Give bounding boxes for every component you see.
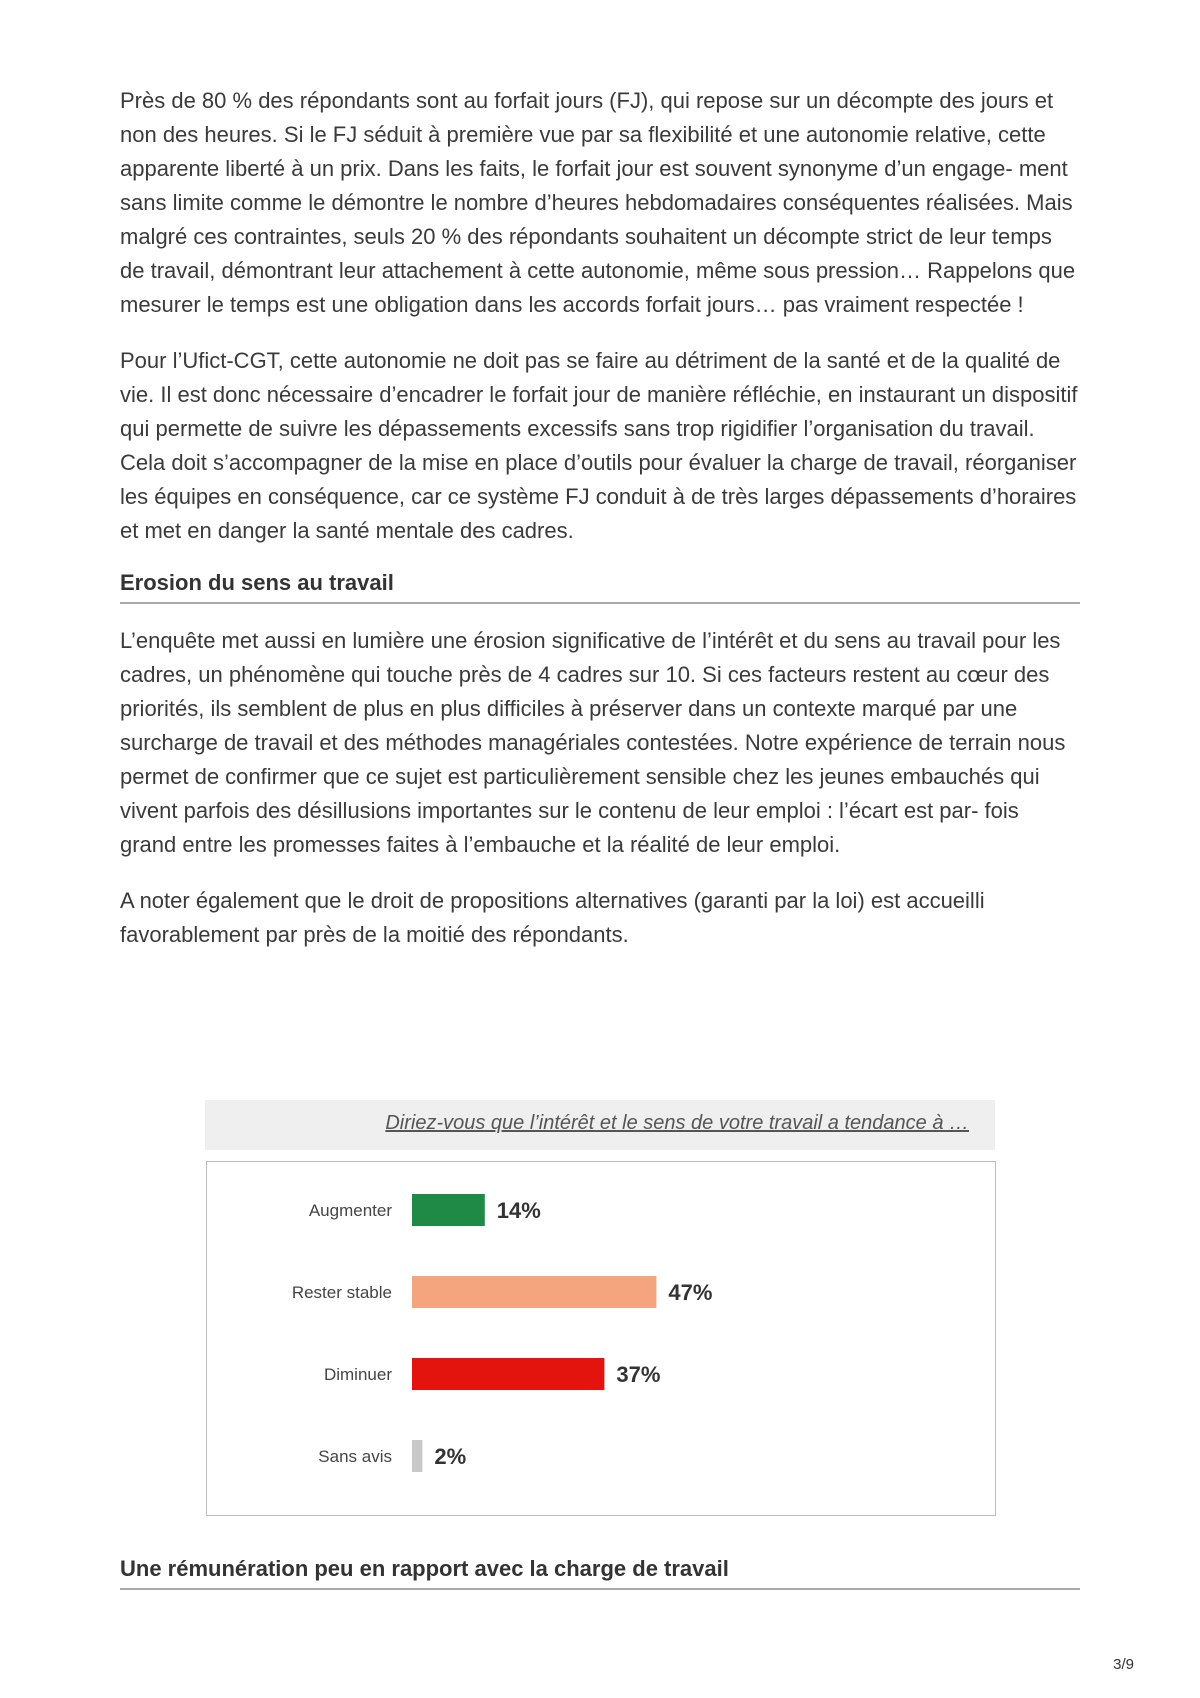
section-heading-remuneration: Une rémunération peu en rapport avec la charge de travail <box>120 1556 1080 1590</box>
chart-svg <box>207 1162 995 1515</box>
bar <box>412 1358 604 1390</box>
bar <box>412 1194 485 1226</box>
data-label: 2% <box>434 1444 467 1469</box>
category-label: Augmenter <box>308 1201 392 1220</box>
survey-bar-chart <box>205 1100 995 1518</box>
paragraph-ufict-cgt: Pour l’Ufict-CGT, cette autonomie ne doit pas se faire au détriment de la santé et de la qualité de vie. Il est donc nécessaire d’encadrer le forfait jour de manière réfléchie, en instaurant un dispositif qui permette de suivre les dépassements excessifs sans trop rigidifier l’organisation du travail. Cela doit s’accompagner de la mise en place d’outils pour évaluer la charge de travail, réorganiser les équipes en conséquence, car ce système FJ conduit à de très larges dépassements d’horaires et met en danger la santé mentale des cadres. <box>120 348 1078 543</box>
category-label: Diminuer <box>323 1365 392 1384</box>
data-label: 37% <box>616 1362 661 1387</box>
chart-title: Diriez-vous que l’intérêt et le sens de votre travail a tendance à … <box>385 1112 969 1134</box>
paragraph-propositions: A noter également que le droit de propositions alternatives (garanti par la loi) est accueilli favorablement par près de la moitié des répondants. <box>120 888 985 947</box>
data-label: 47% <box>668 1280 713 1305</box>
page-number: 3/9 <box>1113 1656 1134 1673</box>
paragraph-forfait-jours: Près de 80 % des répondants sont au forfait jours (FJ), qui repose sur un décompte des jours et non des heures. Si le FJ séduit à première vue par sa flexibilité et une autonomie relative, cette apparente liberté à un prix. Dans les faits, le forfait jour est souvent synonyme d’un engage- ment sans limite comme le démontre le nombre d’heures hebdomadaires conséquentes réalisées. Mais malgré ces contraintes, seuls 20 % des répondants souhaitent un décompte strict de leur temps de travail, démontrant leur attachement à cette autonomie, même sous pression… Rappelons que mesurer le temps est une obligation dans les accords forfait jours… pas vraiment respectée ! <box>120 88 1076 317</box>
bar <box>412 1440 422 1472</box>
section-heading-wrapper-2 <box>120 1556 1080 1590</box>
section-heading-wrapper <box>120 570 1080 604</box>
data-label: 14% <box>496 1198 541 1223</box>
page-content <box>120 84 1080 974</box>
section-heading-erosion: Erosion du sens au travail <box>120 570 1080 604</box>
chart-plot-area <box>206 1161 996 1516</box>
paragraph-enquete: L’enquête met aussi en lumière une érosion significative de l’intérêt et du sens au travail pour les cadres, un phénomène qui touche près de 4 cadres sur 10. Si ces facteurs restent au cœur des priorités, ils semblent de plus en plus difficiles à préserver dans un contexte marqué par une surcharge de travail et des méthodes managériales contestées. Notre expérience de terrain nous permet de confirmer que ce sujet est particulièrement sensible chez les jeunes embauchés qui vivent parfois des désillusions importantes sur le contenu de leur emploi : l’écart est par- fois grand entre les promesses faites à l’embauche et la réalité de leur emploi. <box>120 628 1066 857</box>
category-label: Sans avis <box>318 1447 392 1466</box>
category-label: Rester stable <box>291 1283 392 1302</box>
chart-header <box>205 1100 995 1150</box>
bar <box>412 1276 656 1308</box>
